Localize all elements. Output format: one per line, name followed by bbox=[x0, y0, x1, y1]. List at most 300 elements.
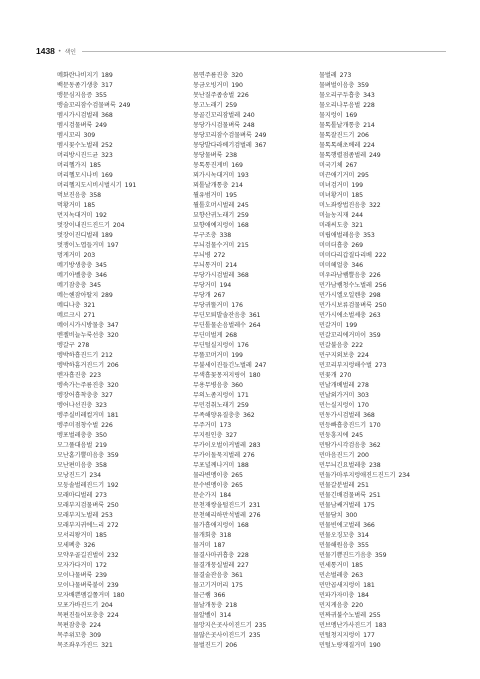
index-column-1 bbox=[57, 71, 185, 651]
index-entry bbox=[319, 271, 447, 281]
index-term: 멤시꽃수노벌레 bbox=[57, 142, 99, 149]
index-entry bbox=[319, 461, 447, 471]
index-term: 무카이돌묵지벌레 bbox=[193, 452, 241, 459]
index-page-number: 320 bbox=[231, 72, 243, 79]
index-term: 멋장이진디벌레 bbox=[57, 232, 99, 239]
index-term: 무족해양유질충충 bbox=[193, 412, 241, 419]
index-term: 무주거미 bbox=[193, 422, 217, 429]
index-page-number: 239 bbox=[95, 572, 107, 579]
index-page-number: 203 bbox=[83, 252, 96, 259]
index-entry bbox=[193, 591, 321, 601]
index-page-number: 309 bbox=[83, 132, 96, 139]
index-page-number: 169 bbox=[101, 172, 113, 179]
index-entry bbox=[193, 461, 321, 471]
index-term: 물거미 bbox=[193, 542, 211, 549]
index-column-2 bbox=[193, 71, 321, 651]
index-term: 민물오징꼬충 bbox=[319, 532, 355, 539]
index-term: 무민검취노래기 bbox=[193, 402, 235, 409]
index-term: 모이나물벼룩 bbox=[57, 572, 93, 579]
index-page-number: 185 bbox=[83, 202, 96, 209]
index-page-number: 298 bbox=[369, 292, 381, 299]
index-term: 메디나충 bbox=[57, 302, 81, 309]
index-term: 미녀검거미 bbox=[319, 182, 349, 189]
index-entry bbox=[193, 171, 321, 181]
index-entry bbox=[57, 621, 185, 631]
index-term: 물오리나무음벌 bbox=[319, 102, 361, 109]
index-term: 뭘유범거미 bbox=[193, 192, 223, 199]
index-page-number: 227 bbox=[237, 562, 249, 569]
index-page-number: 368 bbox=[237, 272, 249, 279]
index-term: 모난홈기뿔미음충 bbox=[57, 452, 105, 459]
index-page-number: 206 bbox=[107, 362, 119, 369]
index-term: 문천헤리하만석벌레 bbox=[193, 512, 246, 519]
index-entry bbox=[57, 551, 185, 561]
index-term: 물근쌤 bbox=[193, 592, 211, 599]
index-page-number: 224 bbox=[363, 142, 375, 149]
index-term: 물많은곳사이진드기 bbox=[193, 632, 246, 639]
index-entry bbox=[193, 161, 321, 171]
index-entry bbox=[193, 231, 321, 241]
index-term: 민짜귀불수노벌레 bbox=[319, 612, 367, 619]
index-page-number: 359 bbox=[107, 452, 119, 459]
index-entry bbox=[57, 481, 185, 491]
index-page-number: 249 bbox=[95, 122, 107, 129]
index-term: 민가시에소벌셰충 bbox=[319, 312, 367, 319]
index-term: 메르크시 bbox=[57, 312, 81, 319]
index-page-number: 169 bbox=[231, 162, 243, 169]
index-entry bbox=[193, 321, 321, 331]
index-entry bbox=[57, 281, 185, 291]
index-page-number: 346 bbox=[351, 262, 363, 269]
index-entry bbox=[319, 531, 447, 541]
index-entry bbox=[319, 591, 447, 601]
index-term: 멩갈구 bbox=[57, 342, 75, 349]
index-entry bbox=[57, 601, 185, 611]
index-page-number: 222 bbox=[351, 342, 363, 349]
index-page-number: 295 bbox=[357, 172, 369, 179]
index-term: 민브멩난가사진드기 bbox=[319, 622, 372, 629]
index-term: 멩주미점창수벌 bbox=[57, 422, 99, 429]
index-term: 멩포벌레충충 bbox=[57, 432, 93, 439]
index-entry bbox=[319, 161, 447, 171]
index-term: 민세통거미 bbox=[319, 562, 349, 569]
index-term: 모그풀대음벌 bbox=[57, 442, 93, 449]
index-entry bbox=[193, 181, 321, 191]
index-term: 모포가바진드기 bbox=[57, 602, 99, 609]
index-entry bbox=[57, 261, 185, 271]
index-page-number: 361 bbox=[231, 572, 243, 579]
index-page-number: 317 bbox=[101, 82, 113, 89]
index-entry bbox=[319, 581, 447, 591]
index-page-number: 250 bbox=[374, 302, 387, 309]
index-entry bbox=[319, 191, 447, 201]
section-title: 색인 bbox=[64, 48, 77, 56]
page-header bbox=[36, 45, 446, 57]
index-entry bbox=[57, 81, 185, 91]
index-term: 무포널께나거미 bbox=[193, 462, 235, 469]
index-page-number: 232 bbox=[107, 552, 119, 559]
index-term: 먼지녹대거미 bbox=[57, 212, 93, 219]
index-page-number: 362 bbox=[369, 442, 381, 449]
index-term: 목편진들어포충충 bbox=[57, 612, 105, 619]
index-term: 머리방시진드균 bbox=[57, 152, 99, 159]
index-page-number: 184 bbox=[357, 592, 369, 599]
index-term: 민가시보류검물벼룩 bbox=[319, 302, 372, 309]
index-entry bbox=[319, 451, 447, 461]
index-page-number: 321 bbox=[351, 222, 363, 229]
index-term: 물망지은곳사이진드기 bbox=[193, 622, 252, 629]
index-entry bbox=[319, 431, 447, 441]
index-term: 몽금오빙거미 bbox=[193, 82, 229, 89]
index-term: 뫼가시녹대거미 bbox=[193, 172, 235, 179]
index-term: 미미더흡충 bbox=[319, 242, 349, 249]
index-entry bbox=[319, 541, 447, 551]
index-page-number: 215 bbox=[237, 242, 249, 249]
index-page-number: 240 bbox=[243, 112, 255, 119]
index-entry bbox=[319, 611, 447, 621]
index-entry bbox=[193, 311, 321, 321]
index-page-number: 273 bbox=[374, 362, 387, 369]
index-term: 먹보진음충 bbox=[57, 192, 87, 199]
index-entry bbox=[319, 211, 447, 221]
index-page-number: 218 bbox=[225, 602, 237, 609]
index-page-number: 248 bbox=[243, 122, 255, 129]
index-entry bbox=[57, 491, 185, 501]
index-page-number: 173 bbox=[219, 422, 232, 429]
index-page-number: 320 bbox=[107, 382, 119, 389]
index-term: 몽고노래기 bbox=[193, 102, 223, 109]
index-page-number: 343 bbox=[363, 92, 375, 99]
index-page-number: 323 bbox=[101, 152, 113, 159]
index-entry bbox=[193, 401, 321, 411]
index-term: 민마음진드기 bbox=[319, 452, 355, 459]
index-term: 맹문심지음증 bbox=[57, 92, 93, 99]
index-term: 민날개베벌레 bbox=[319, 382, 355, 389]
index-entry bbox=[319, 181, 447, 191]
index-page-number: 303 bbox=[357, 392, 369, 399]
index-term: 물톡톡해초베레 bbox=[319, 142, 361, 149]
index-entry bbox=[57, 231, 185, 241]
index-term: 모래부지귀에느리 bbox=[57, 522, 105, 529]
index-page-number: 273 bbox=[339, 72, 352, 79]
index-term: 백문동좀기생충 bbox=[57, 82, 99, 89]
index-term: 메기방생충충 bbox=[57, 262, 93, 269]
index-term: 문순가지 bbox=[193, 492, 217, 499]
index-page-number: 367 bbox=[254, 142, 267, 149]
index-page-number: 192 bbox=[107, 482, 119, 489]
index-page-number: 214 bbox=[225, 262, 237, 269]
index-entry bbox=[193, 611, 321, 621]
index-page-number: 168 bbox=[237, 222, 249, 229]
index-page-number: 359 bbox=[357, 82, 369, 89]
index-entry bbox=[319, 221, 447, 231]
index-term: 물날개동충 bbox=[193, 602, 223, 609]
index-page-number: 194 bbox=[219, 282, 232, 289]
index-page-number: 289 bbox=[101, 292, 113, 299]
index-term: 민날외가거미 bbox=[319, 392, 355, 399]
index-entry bbox=[319, 481, 447, 491]
index-page-number: 206 bbox=[225, 642, 237, 649]
index-term: 모약우골길진벌이 bbox=[57, 552, 105, 559]
index-entry bbox=[193, 421, 321, 431]
index-entry bbox=[319, 511, 447, 521]
index-entry bbox=[57, 241, 185, 251]
index-entry bbox=[193, 91, 321, 101]
index-page-number: 192 bbox=[95, 212, 107, 219]
index-term: 멋장이내진드진드기 bbox=[57, 222, 110, 229]
index-entry bbox=[319, 341, 447, 351]
index-entry bbox=[57, 561, 185, 571]
index-page-number: 270 bbox=[339, 372, 352, 379]
index-page-number: 263 bbox=[351, 572, 363, 579]
index-page-number: 269 bbox=[351, 242, 363, 249]
index-page-number: 204 bbox=[101, 602, 113, 609]
index-term: 미끈애기거미 bbox=[319, 172, 355, 179]
index-term: 물개회충 bbox=[193, 532, 217, 539]
index-term: 멩박하흡진드기 bbox=[57, 352, 99, 359]
index-page-number: 326 bbox=[83, 542, 96, 549]
index-entry bbox=[193, 271, 321, 281]
header-rule bbox=[82, 51, 446, 52]
index-entry bbox=[319, 301, 447, 311]
index-entry bbox=[57, 531, 185, 541]
index-term: 미녀황거미 bbox=[319, 192, 349, 199]
index-term: 몽당가시검물벼룩 bbox=[193, 122, 241, 129]
index-entry bbox=[57, 411, 185, 421]
index-term: 머리헬지도시비시벌시기 bbox=[57, 182, 122, 189]
index-page-number: 259 bbox=[237, 212, 249, 219]
index-page-number: 272 bbox=[213, 252, 226, 259]
index-page-number: 353 bbox=[363, 232, 375, 239]
index-term: 무당가시검벌레 bbox=[193, 272, 235, 279]
index-term: 모래부지검물벼룩 bbox=[57, 502, 105, 509]
index-entry bbox=[319, 521, 447, 531]
index-entry bbox=[193, 411, 321, 421]
index-term: 민갈불음충 bbox=[319, 342, 349, 349]
index-entry bbox=[57, 301, 185, 311]
index-term: 물결개뭉실벌레 bbox=[193, 562, 235, 569]
index-entry bbox=[57, 441, 185, 451]
index-entry bbox=[57, 581, 185, 591]
index-page-number: 180 bbox=[112, 592, 125, 599]
index-term: 메이시가시방물충 bbox=[57, 322, 105, 329]
index-term: 물가흡애지렁이 bbox=[193, 522, 235, 529]
index-page-number: 212 bbox=[101, 352, 113, 359]
index-term: 모이나물벼룩붙이 bbox=[57, 582, 105, 589]
index-term: 무당귀뚤거미 bbox=[193, 302, 229, 309]
index-term: 민물담치 bbox=[319, 512, 343, 519]
index-term: 민물갈분벌레 bbox=[319, 482, 355, 489]
index-term: 민물해원음충 bbox=[319, 542, 355, 549]
index-page-number: 231 bbox=[248, 502, 261, 509]
index-entry bbox=[319, 601, 447, 611]
index-term: 문수변멩이충 bbox=[193, 482, 229, 489]
index-page-number: 226 bbox=[101, 422, 113, 429]
index-entry bbox=[193, 331, 321, 341]
index-column-3 bbox=[319, 71, 447, 651]
index-page-number: 253 bbox=[101, 512, 113, 519]
header-separator: • bbox=[57, 47, 62, 55]
index-entry bbox=[57, 201, 185, 211]
index-entry bbox=[193, 141, 321, 151]
index-entry bbox=[57, 511, 185, 521]
index-term: 민갈거미 bbox=[319, 322, 343, 329]
index-page-number: 338 bbox=[219, 232, 232, 239]
index-page-number: 320 bbox=[107, 332, 119, 339]
index-entry bbox=[319, 501, 447, 511]
index-page-number: 314 bbox=[219, 612, 232, 619]
index-term: 모자가다거미 bbox=[57, 562, 93, 569]
index-page-number: 195 bbox=[225, 192, 237, 199]
index-page-number: 175 bbox=[231, 582, 243, 589]
index-page-number: 226 bbox=[237, 92, 249, 99]
index-term: 무카이오벌이커벌레 bbox=[193, 442, 246, 449]
index-term: 멋쟁이노엽들거미 bbox=[57, 242, 105, 249]
index-term: 멩속가는주름진충 bbox=[57, 382, 105, 389]
index-page-number: 185 bbox=[351, 192, 363, 199]
index-entry bbox=[57, 641, 185, 651]
index-entry bbox=[57, 471, 185, 481]
index-entry bbox=[319, 291, 447, 301]
index-term: 무구조충 bbox=[193, 232, 217, 239]
index-entry bbox=[193, 81, 321, 91]
index-page-number: 193 bbox=[237, 172, 249, 179]
index-page-number: 309 bbox=[89, 632, 101, 639]
index-entry bbox=[193, 71, 321, 81]
index-entry bbox=[319, 81, 447, 91]
index-term: 민둘가마루지렁애진드진드기 bbox=[319, 472, 396, 479]
index-term: 민동가시검벌레 bbox=[319, 412, 361, 419]
index-page-number: 187 bbox=[213, 542, 226, 549]
index-page-number: 256 bbox=[374, 282, 387, 289]
index-page-number: 228 bbox=[237, 552, 249, 559]
index-term: 문천재쌍을털진드기 bbox=[193, 502, 246, 509]
index-page-number: 188 bbox=[237, 462, 249, 469]
index-page-number: 360 bbox=[231, 382, 243, 389]
index-page-number: 222 bbox=[374, 252, 387, 259]
index-term: 멤시가시검벌레 bbox=[57, 112, 99, 119]
index-page-number: 204 bbox=[112, 222, 125, 229]
index-entry bbox=[193, 211, 321, 221]
index-entry bbox=[319, 101, 447, 111]
index-entry bbox=[57, 461, 185, 471]
index-term: 먹황거미 bbox=[57, 202, 81, 209]
index-page-number: 345 bbox=[89, 282, 101, 289]
index-entry bbox=[319, 391, 447, 401]
index-page-number: 234 bbox=[89, 472, 101, 479]
index-page-number: 235 bbox=[248, 632, 261, 639]
index-entry bbox=[319, 261, 447, 271]
index-page-number: 226 bbox=[369, 272, 381, 279]
index-term: 무늬병 bbox=[193, 252, 211, 259]
index-page-number: 169 bbox=[345, 112, 358, 119]
index-entry bbox=[319, 91, 447, 101]
index-term: 멩주실비레컬거미 bbox=[57, 412, 105, 419]
index-term: 미우라남쌤쁠음충 bbox=[319, 272, 367, 279]
index-entry bbox=[319, 641, 447, 651]
index-page-number: 224 bbox=[89, 622, 101, 629]
index-term: 멤시꼬리 bbox=[57, 132, 81, 139]
index-term: 목주위꼬충 bbox=[57, 632, 87, 639]
index-term: 몽골긴꼬리잠벌레 bbox=[193, 112, 241, 119]
index-page-number: 327 bbox=[101, 392, 113, 399]
index-entry bbox=[193, 191, 321, 201]
index-entry bbox=[57, 361, 185, 371]
index-page-number: 245 bbox=[351, 432, 363, 439]
index-page-number: 355 bbox=[357, 542, 369, 549]
index-term: 무당개 bbox=[193, 292, 211, 299]
index-entry bbox=[193, 111, 321, 121]
index-page-number: 366 bbox=[213, 592, 226, 599]
index-page-number: 283 bbox=[248, 442, 261, 449]
index-entry bbox=[193, 281, 321, 291]
index-entry bbox=[57, 521, 185, 531]
index-term: 맹술꼬리잠수검물벼룩 bbox=[57, 102, 116, 109]
index-page-number: 249 bbox=[118, 102, 131, 109]
index-term: 모래부지노벌레 bbox=[57, 512, 99, 519]
index-term: 민만곱새지렁이 bbox=[319, 582, 361, 589]
index-entry bbox=[319, 281, 447, 291]
index-entry bbox=[319, 131, 447, 141]
index-page-number: 177 bbox=[363, 632, 375, 639]
index-entry bbox=[193, 131, 321, 141]
index-page-number: 181 bbox=[363, 582, 375, 589]
index-term: 민지게음충 bbox=[319, 602, 349, 609]
index-term: 민탐가시각검음충 bbox=[319, 442, 367, 449]
index-page-number: 245 bbox=[237, 202, 249, 209]
index-page-number: 168 bbox=[237, 522, 249, 529]
index-page-number: 199 bbox=[231, 352, 243, 359]
index-entry bbox=[57, 221, 185, 231]
index-entry bbox=[319, 71, 447, 81]
index-entry bbox=[193, 541, 321, 551]
index-page-number: 358 bbox=[89, 192, 101, 199]
index-term: 멍게거미 bbox=[57, 252, 81, 259]
index-page-number: 184 bbox=[219, 492, 232, 499]
index-page-number: 263 bbox=[369, 312, 381, 319]
index-entry bbox=[57, 181, 185, 191]
index-term: 메기잠충충 bbox=[57, 282, 87, 289]
index-term: 무의노좀지렁이 bbox=[193, 392, 235, 399]
index-term: 메기아벨충충 bbox=[57, 272, 93, 279]
index-term: 목조좌우가진드 bbox=[57, 642, 99, 649]
index-entry bbox=[319, 621, 447, 631]
index-entry bbox=[319, 241, 447, 251]
index-entry bbox=[319, 561, 447, 571]
index-page-number: 255 bbox=[369, 612, 381, 619]
index-term: 민는실지렁이 bbox=[319, 402, 355, 409]
index-page-number: 206 bbox=[357, 132, 369, 139]
index-page-number: 361 bbox=[248, 312, 261, 319]
index-page-number: 264 bbox=[248, 322, 261, 329]
index-page-number: 350 bbox=[95, 432, 107, 439]
index-term: 물지렁이 bbox=[319, 112, 343, 119]
index-term: 민털청지지렁이 bbox=[319, 632, 361, 639]
index-entry bbox=[57, 401, 185, 411]
index-term: 무용무병음충 bbox=[193, 382, 229, 389]
index-entry bbox=[57, 171, 185, 181]
index-entry bbox=[193, 471, 321, 481]
index-term: 메화란나비지기 bbox=[57, 72, 99, 79]
index-entry bbox=[57, 151, 185, 161]
index-page-number: 278 bbox=[357, 382, 369, 389]
index-term: 민무늬긴요벌레충 bbox=[319, 462, 367, 469]
index-entry bbox=[319, 551, 447, 561]
index-term: 민구지외보충 bbox=[319, 352, 355, 359]
index-entry bbox=[57, 351, 185, 361]
index-entry bbox=[57, 291, 185, 301]
index-entry bbox=[193, 371, 321, 381]
